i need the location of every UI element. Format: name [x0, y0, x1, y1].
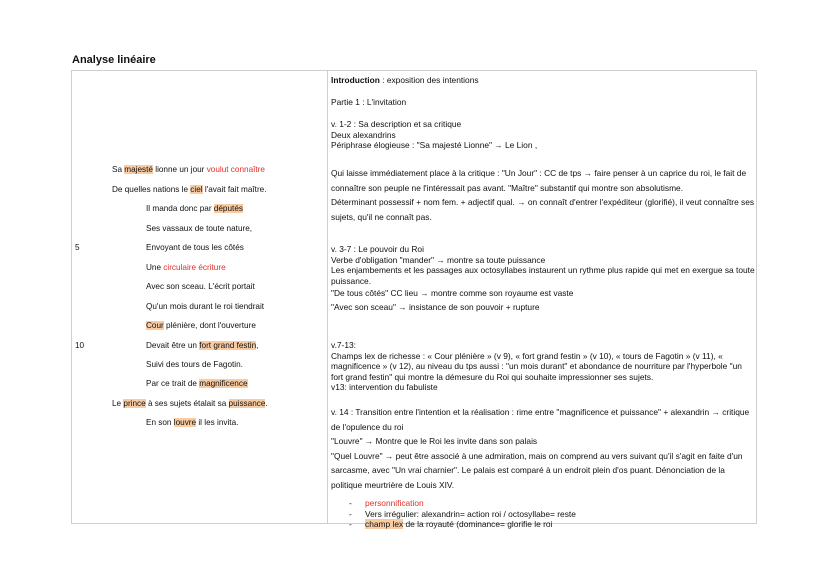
- bullet-dash: -: [349, 498, 352, 508]
- column-divider: [327, 71, 328, 523]
- bullet-item: [347, 498, 753, 509]
- section-v14: [331, 405, 755, 493]
- highlighted-word: magnificence: [199, 379, 248, 388]
- intro-heading: Introduction: [331, 75, 380, 85]
- verse-text: l'avait fait maître.: [202, 185, 267, 194]
- partie-1-heading: Partie 1 : L'invitation: [331, 97, 407, 107]
- bullet-item: [347, 519, 753, 530]
- poem-verse: [146, 302, 264, 311]
- highlighted-word: Cour: [146, 321, 164, 330]
- poem-verse: [112, 165, 265, 174]
- poem-verse: [112, 185, 267, 194]
- highlighted-word: puissance: [228, 399, 266, 408]
- red-annotation: voulut connaître: [206, 165, 265, 174]
- poem-verse: [146, 204, 243, 213]
- verse-number: 5: [75, 243, 80, 252]
- section-critique: [331, 166, 755, 224]
- highlighted-word: députés: [213, 204, 243, 213]
- highlighted-word: louvre: [173, 418, 197, 427]
- poem-verse: [146, 321, 256, 330]
- verse-text: En son: [146, 418, 174, 427]
- bullet-item: [347, 509, 753, 520]
- page-title: Analyse linéaire: [72, 54, 156, 66]
- v713-line: v13: intervention du fabuliste: [331, 382, 438, 393]
- highlighted-word: champ lex: [365, 519, 404, 530]
- bullet-dash: -: [349, 519, 352, 530]
- verse-text: Sa: [112, 165, 125, 174]
- verse-text: plénière, dont l'ouverture: [163, 321, 256, 330]
- poem-verse: [146, 263, 226, 272]
- intro-text: : exposition des intentions: [379, 75, 479, 85]
- verse-text: il les invita.: [196, 418, 239, 427]
- bullet-list: [347, 498, 753, 530]
- v14-line: v. 14 : Transition entre l'intention et la réalisation : rime entre "magnificence et puissance" + alexandrin → critique de l'opulence du roi: [331, 407, 750, 432]
- verse-text: à ses sujets étalait sa: [145, 399, 229, 408]
- verse-text: .: [265, 399, 268, 408]
- v37-line: "De tous côtés" CC lieu → montre comme son royaume est vaste: [331, 288, 574, 299]
- verse-text: De quelles nations le: [112, 185, 191, 194]
- determinant-text: Déterminant possessif + nom fem. + adjectif qual. → on connaît d'entrer l'expéditeur (glorifié), il veut connaître ses sujets, qu'il ne connaît pas.: [331, 197, 755, 222]
- v37-line: "Avec son sceau" → insistance de son pouvoir + rupture: [331, 301, 540, 312]
- highlighted-word: majesté: [124, 165, 153, 174]
- bullet-dash: -: [349, 508, 352, 519]
- partie-1: [331, 97, 755, 108]
- verse-text: Envoyant de tous les côtés: [146, 243, 244, 252]
- poem-column: [72, 71, 327, 523]
- verse-text: lionne un jour: [152, 165, 207, 174]
- verse-text: Le: [112, 399, 124, 408]
- v713-heading: v.7-13:: [331, 340, 356, 350]
- bullet-text: de la royauté (dominance= glorifie le roi: [403, 519, 553, 530]
- poem-verse: [146, 243, 244, 252]
- poem-verse: [146, 341, 258, 350]
- poem-verse: [146, 360, 243, 369]
- bullet-text: Vers irrégulier: alexandrin= action roi / octosyllabe= reste: [365, 508, 576, 519]
- section-v3-7: [331, 244, 755, 313]
- poem-verse: [146, 379, 248, 388]
- v713-line: Champs lex de richesse : « Cour plénière » (v 9), « fort grand festin » (v 10), « tours de Fagotin » (v 11), « magnificence » (v 12), au niveau du tps aussi : "un mois durant" et abondance de nourriture par l'hyperbole "un fort grand festin" qui montre la démesure du Roi qui souhaite impressionner ses sujets.: [331, 350, 742, 382]
- verse-text: Par ce trait de: [146, 379, 200, 388]
- v37-heading: v. 3-7 : Le pouvoir du Roi: [331, 244, 424, 254]
- verse-text: ,: [256, 341, 259, 350]
- bullet-text: personnification: [365, 498, 424, 508]
- verse-text: Il manda donc par: [146, 204, 214, 213]
- introduction: [331, 75, 755, 86]
- highlighted-word: fort grand festin: [199, 341, 257, 350]
- verse-text: Devait être un: [146, 341, 200, 350]
- verse-text: Une: [146, 263, 164, 272]
- poem-verse: [146, 418, 238, 427]
- poem-verse: [146, 282, 255, 291]
- v14-line: "Quel Louvre" → peut être associé à une admiration, mais on comprend au vers suivant qu'il s'agit en faite d'un sarcasme, avec "Un vrai charnier". Le palais est comparé à un endroit plein d'os puant. Dénonciation de la politique meurtrière de Louis XIV.: [331, 450, 743, 490]
- highlighted-word: ciel: [190, 185, 203, 194]
- verse-text: Ses vassaux de toute nature,: [146, 224, 253, 233]
- analysis-table: [71, 70, 757, 530]
- verse-text: Qu'un mois durant le roi tiendrait: [146, 302, 265, 311]
- section-v1-2: [331, 119, 755, 151]
- v14-line: "Louvre" → Montre que le Roi les invite dans son palais: [331, 436, 538, 447]
- poem-verse: [112, 399, 268, 408]
- verse-text: Avec son sceau. L'écrit portait: [146, 282, 255, 291]
- v12-line: Deux alexandrins: [331, 129, 396, 140]
- poem-verse: [146, 224, 252, 233]
- v37-line: Les enjambements et les passages aux octosyllabes instaurent un rythme plus rapide qui met en exergue sa toute puissance.: [331, 265, 755, 286]
- v37-line: Verbe d'obligation "mander" → montre sa toute puissance: [331, 254, 546, 265]
- highlighted-word: prince: [123, 399, 146, 408]
- critique-text: Qui laisse immédiatement place à la critique : "Un Jour" : CC de tps → faire penser à un caprice du roi, le fait de connaître son peuple ne l'intéressait pas avant. "Maître" substantif qui montre son absolutisme.: [331, 168, 747, 193]
- verse-text: Suivi des tours de Fagotin.: [146, 360, 243, 369]
- v12-line: Périphrase élogieuse : "Sa majesté Lionne" → Le Lion ,: [331, 140, 538, 151]
- verse-number: 10: [75, 341, 85, 350]
- red-annotation: circulaire écriture: [163, 263, 226, 272]
- section-v7-13: [331, 340, 755, 393]
- analysis-column: [331, 71, 756, 530]
- v12-heading: v. 1-2 : Sa description et sa critique: [331, 119, 462, 129]
